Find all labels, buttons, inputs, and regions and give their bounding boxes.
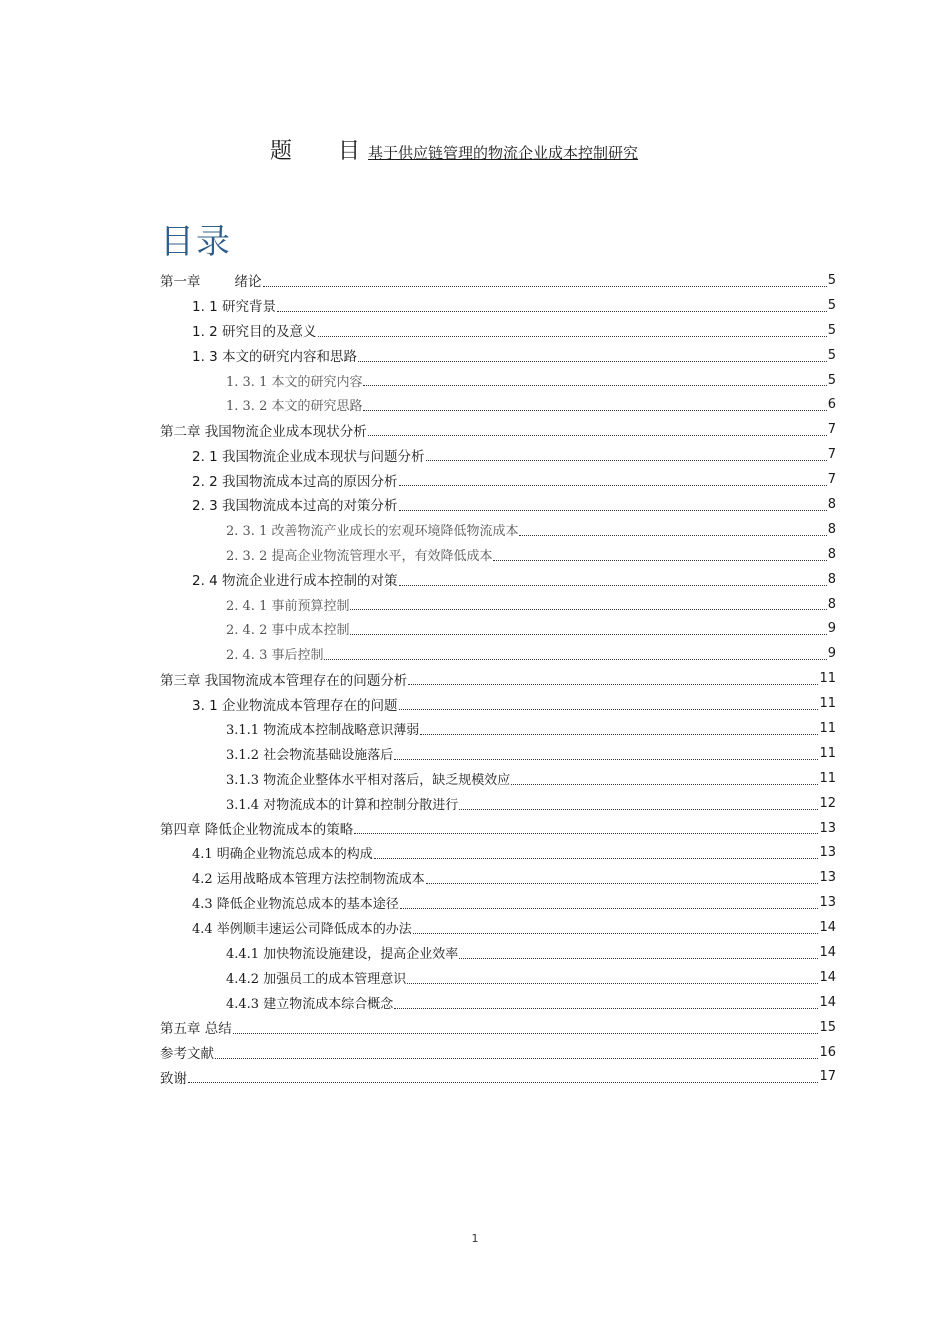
toc-entry[interactable] [160,890,836,915]
toc-leader-dots [459,957,818,959]
toc-entry-label: 4.4.1 加快物流设施建设，提高企业效率 [226,946,459,962]
toc-entry[interactable] [160,592,836,617]
toc-leader-dots [399,484,827,486]
toc-entry[interactable] [160,492,836,517]
thesis-title [270,134,646,168]
toc-leader-dots [426,882,819,884]
toc-page-number: 9 [827,646,836,662]
toc-page-number: 11 [819,696,836,712]
toc-entry-label: 第五章 总结 [160,1021,232,1038]
toc-entry-label: 第二章 我国物流企业成本现状分析 [160,423,367,440]
toc-leader-dots [413,932,819,934]
toc-entry-label: 2. 4 物流企业进行成本控制的对策 [192,573,398,590]
toc-entry[interactable] [160,1015,836,1040]
toc-page-number: 14 [819,994,836,1010]
toc-chapter-number: 第一章 [160,274,201,291]
toc-leader-dots [394,758,818,760]
toc-entry[interactable] [160,442,836,467]
toc-leader-dots [394,1007,818,1009]
toc-entry-label: 1. 1 研究背景 [192,299,277,316]
toc-leader-dots [374,857,819,859]
toc-leader-dots [233,1032,819,1034]
toc-entry[interactable] [160,392,836,417]
toc-leader-dots [399,509,827,511]
toc-page-number: 5 [827,272,836,288]
toc-entry[interactable] [160,1065,836,1090]
toc-page-number: 8 [827,596,836,612]
toc-leader-dots [350,608,826,610]
toc-entry[interactable] [160,1040,836,1065]
toc-leader-dots [426,459,827,461]
toc-page-number: 12 [819,795,836,811]
toc-page-number: 11 [819,720,836,736]
toc-entry[interactable] [160,940,836,965]
toc-entry-label: 2. 3. 1 改善物流产业成长的宏观环境降低物流成本 [226,523,519,539]
toc-entry[interactable] [160,417,836,442]
toc-page-number: 8 [827,496,836,512]
toc-entry[interactable] [160,965,836,990]
toc-heading: 目录 [160,222,232,262]
toc-page-number: 8 [827,571,836,587]
toc-leader-dots [407,982,818,984]
toc-entry-label: 4.1 明确企业物流总成本的构成 [192,847,373,863]
toc-entry-label: 4.3 降低企业物流总成本的基本途径 [192,897,399,913]
toc-entry-label: 2. 1 我国物流企业成本现状与问题分析 [192,448,425,465]
toc-leader-dots [408,683,818,685]
toc-page-number: 13 [819,845,836,861]
toc-leader-dots [420,733,818,735]
toc-entry[interactable] [160,915,836,940]
toc-entry[interactable] [160,542,836,567]
toc-page-number: 5 [827,347,836,363]
toc-entry[interactable] [160,517,836,542]
toc-entry-label: 4.4.3 建立物流成本综合概念 [226,996,394,1012]
page-number: 1 [471,1232,479,1245]
toc-entry-label: 2. 3 我国物流成本过高的对策分析 [192,498,398,515]
toc-page-number: 17 [819,1069,836,1085]
toc-entry-label [160,270,262,290]
toc-entry-label: 参考文献 [160,1046,214,1063]
toc-leader-dots [399,584,827,586]
toc-leader-dots [399,708,819,710]
toc-entry[interactable] [160,293,836,318]
toc-page-number: 5 [827,297,836,313]
toc-leader-dots [363,409,826,411]
toc-entry-label: 4.4.2 加强员工的成本管理意识 [226,971,407,987]
toc-entry[interactable] [160,741,836,766]
toc-entry-label: 第四章 降低企业物流成本的策略 [160,822,354,839]
toc-entry[interactable] [160,990,836,1015]
toc-leader-dots [368,434,827,436]
title-text: 基于供应链管理的物流企业成本控制研究 [368,144,639,162]
toc-page-number: 15 [819,1019,836,1035]
toc-entry-label: 4.4 举例顺丰速运公司降低成本的办法 [192,922,412,938]
toc-entry-label: 第三章 我国物流成本管理存在的问题分析 [160,672,408,689]
toc-entry[interactable] [160,816,836,841]
toc-page-number: 7 [827,447,836,463]
toc-entry-label: 1. 3. 2 本文的研究思路 [226,399,363,415]
toc-leader-dots [493,559,826,561]
toc-page-number: 5 [827,372,836,388]
toc-page-number: 14 [819,969,836,985]
toc-leader-dots [277,310,827,312]
toc-leader-dots [350,633,826,635]
toc-page-number: 5 [827,322,836,338]
toc-entry-label: 3.1.4 对物流成本的计算和控制分散进行 [226,797,459,813]
toc-entry-label: 致谢 [160,1070,187,1087]
toc-leader-dots [188,1081,818,1083]
toc-entry-label: 3. 1 企业物流成本管理存在的问题 [192,697,398,714]
toc-leader-dots [459,808,818,810]
toc-leader-dots [400,907,819,909]
toc-entry[interactable] [160,840,836,865]
toc-entry[interactable] [160,691,836,716]
toc-leader-dots [324,658,826,660]
toc-entry[interactable] [160,343,836,368]
toc-page-number: 14 [819,920,836,936]
toc-page-number: 13 [819,870,836,886]
toc-entry-label: 2. 4. 3 事后控制 [226,648,324,664]
toc-page-number: 13 [819,820,836,836]
toc-entry[interactable] [160,791,836,816]
toc-leader-dots [354,832,818,834]
toc-leader-dots [519,534,826,536]
toc-entry-label: 2. 4. 2 事中成本控制 [226,623,350,639]
title-label-char-1: 题 [270,139,293,164]
toc-entry[interactable] [160,865,836,890]
toc-leader-dots [318,335,827,337]
toc-page-number: 11 [819,770,836,786]
toc-entry[interactable] [160,318,836,343]
toc-entry-label: 1. 3 本文的研究内容和思路 [192,349,358,366]
toc-chapter-title: 绪论 [234,274,262,291]
toc-entry-label: 2. 2 我国物流成本过高的原因分析 [192,473,398,490]
toc-page-number: 6 [827,397,836,413]
toc-entry-label: 2. 4. 1 事前预算控制 [226,598,350,614]
toc-leader-dots [363,384,826,386]
toc-page-number: 16 [819,1044,836,1060]
toc-entry-label: 1. 3. 1 本文的研究内容 [226,374,363,390]
toc-leader-dots [215,1057,818,1059]
toc-entry-label: 4.2 运用战略成本管理方法控制物流成本 [192,872,425,888]
toc-leader-dots [358,360,827,362]
toc-page-number: 11 [819,745,836,761]
toc-page-number: 7 [827,472,836,488]
toc-page-number: 8 [827,546,836,562]
toc-entry-label: 3.1.3 物流企业整体水平相对落后，缺乏规模效应 [226,772,511,788]
toc-entry[interactable] [160,268,836,293]
toc-entry[interactable] [160,766,836,791]
toc-leader-dots [263,285,827,287]
toc-entry[interactable] [160,641,836,666]
toc-entry[interactable] [160,716,836,741]
toc-entry-label: 3.1.2 社会物流基础设施落后 [226,747,394,763]
toc-page-number: 11 [819,671,836,687]
toc-leader-dots [511,783,818,785]
toc-entry-label: 1. 2 研究目的及意义 [192,324,317,341]
toc-page-number: 8 [827,521,836,537]
toc-entry[interactable] [160,616,836,641]
toc-entry-label: 3.1.1 物流成本控制战略意识薄弱 [226,722,420,738]
toc-entry-label: 2. 3. 2 提高企业物流管理水平，有效降低成本 [226,548,493,564]
toc-entry[interactable] [160,368,836,393]
toc-page-number: 9 [827,621,836,637]
toc-entry[interactable] [160,666,836,691]
toc-entry[interactable] [160,567,836,592]
toc-page-number: 7 [827,422,836,438]
toc-entry[interactable] [160,467,836,492]
table-of-contents [160,268,836,1089]
title-label-char-2: 目 [338,139,361,164]
toc-page-number: 13 [819,895,836,911]
toc-page-number: 14 [819,944,836,960]
